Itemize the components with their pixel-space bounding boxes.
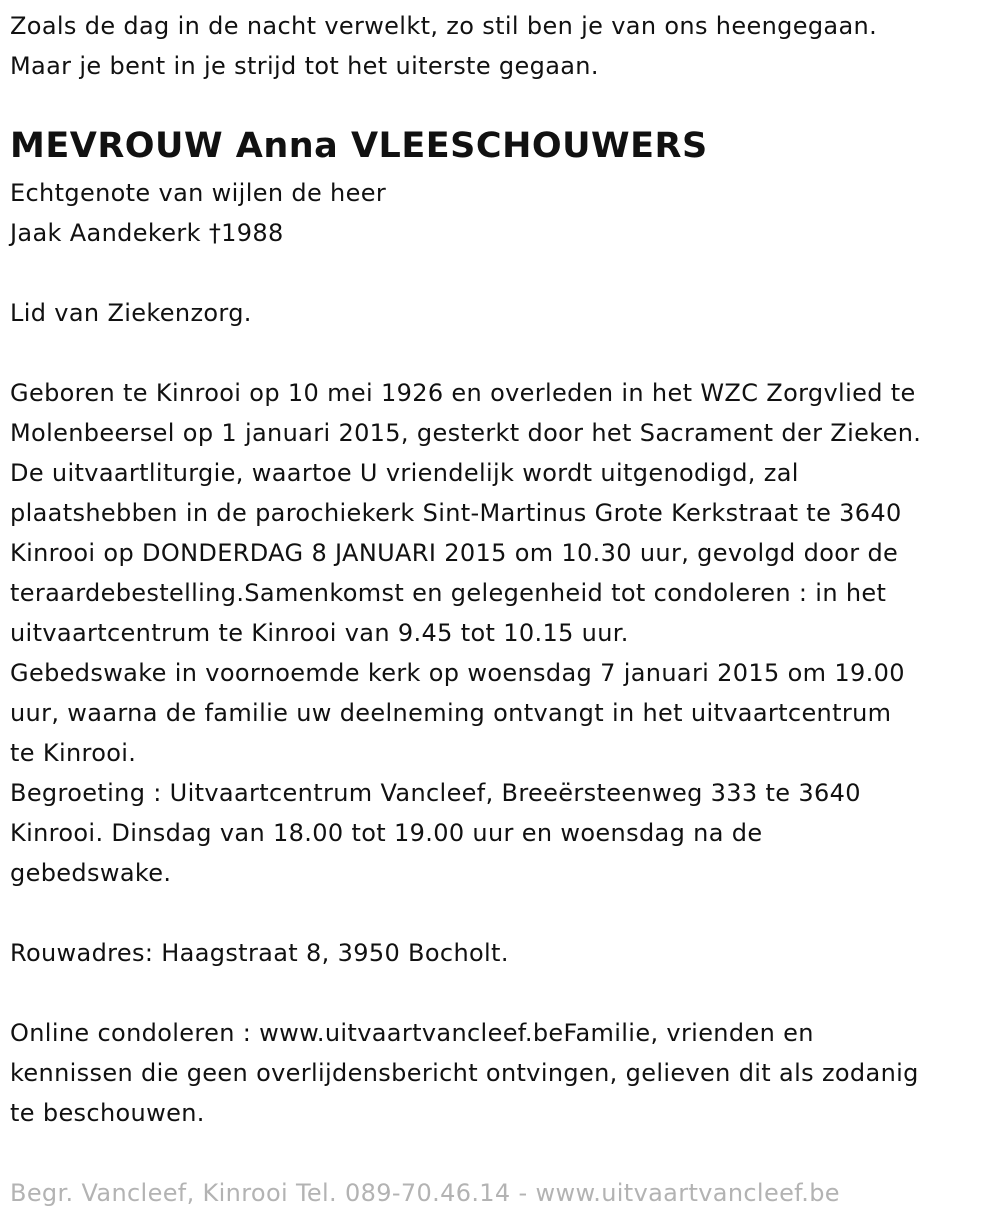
spouse-line xyxy=(10,213,995,253)
details-line: Gebedswake in voornoemde kerk op woensdag 7 januari 2015 om 19.00 xyxy=(10,659,905,687)
details-line: Geboren te Kinrooi op 10 mei 1926 en overleden in het WZC Zorgvlied te xyxy=(10,379,916,407)
details-line: teraardebestelling.Samenkomst en gelegenheid tot condoleren : in het xyxy=(10,579,887,607)
deceased-name: MEVROUW Anna VLEESCHOUWERS xyxy=(10,126,708,166)
spouse-name: Jaak Aandekerk xyxy=(10,219,209,247)
details-line: Begroeting : Uitvaartcentrum Vancleef, Breeërsteenweg 333 te 3640 xyxy=(10,779,861,807)
spouse-death-year: 1988 xyxy=(221,219,284,247)
online-condolences xyxy=(10,1013,995,1133)
relation-info xyxy=(10,173,995,253)
details-line: Molenbeersel op 1 januari 2015, gesterkt door het Sacrament der Zieken. xyxy=(10,419,922,447)
footer-credit xyxy=(10,1173,995,1213)
details-line: Kinrooi. Dinsdag van 18.00 tot 19.00 uur en woensdag na de xyxy=(10,819,763,847)
details-line: Kinrooi op DONDERDAG 8 JANUARI 2015 om 10.30 uur, gevolgd door de xyxy=(10,539,899,567)
details-line: uur, waarna de familie uw deelneming ontvangt in het uitvaartcentrum xyxy=(10,699,892,727)
online-line: Online condoleren : www.uitvaartvancleef.beFamilie, vrienden en xyxy=(10,1019,814,1047)
details-line: uitvaartcentrum te Kinrooi van 9.45 tot 10.15 uur. xyxy=(10,619,629,647)
online-line: te beschouwen. xyxy=(10,1099,205,1127)
membership-line: Lid van Ziekenzorg. xyxy=(10,299,252,327)
epitaph-line: Maar je bent in je strijd tot het uiterste gegaan. xyxy=(10,52,599,80)
details-paragraph xyxy=(10,373,995,893)
online-line: kennissen die geen overlijdensbericht ontvingen, gelieven dit als zodanig xyxy=(10,1059,919,1087)
details-line: gebedswake. xyxy=(10,859,172,887)
mourning-address xyxy=(10,933,995,973)
footer-line: Begr. Vancleef, Kinrooi Tel. 089-70.46.14 - www.uitvaartvancleef.be xyxy=(10,1179,840,1207)
details-line: plaatshebben in de parochiekerk Sint-Martinus Grote Kerkstraat te 3640 xyxy=(10,499,902,527)
details-line: De uitvaartliturgie, waartoe U vriendelijk wordt uitgenodigd, zal xyxy=(10,459,799,487)
epitaph-line: Zoals de dag in de nacht verwelkt, zo stil ben je van ons heengegaan. xyxy=(10,12,878,40)
relation-line: Echtgenote van wijlen de heer xyxy=(10,179,387,207)
epitaph xyxy=(10,6,995,86)
address-line: Rouwadres: Haagstraat 8, 3950 Bocholt. xyxy=(10,939,509,967)
cross-icon: † xyxy=(208,219,222,247)
membership xyxy=(10,293,995,333)
details-line: te Kinrooi. xyxy=(10,739,137,767)
